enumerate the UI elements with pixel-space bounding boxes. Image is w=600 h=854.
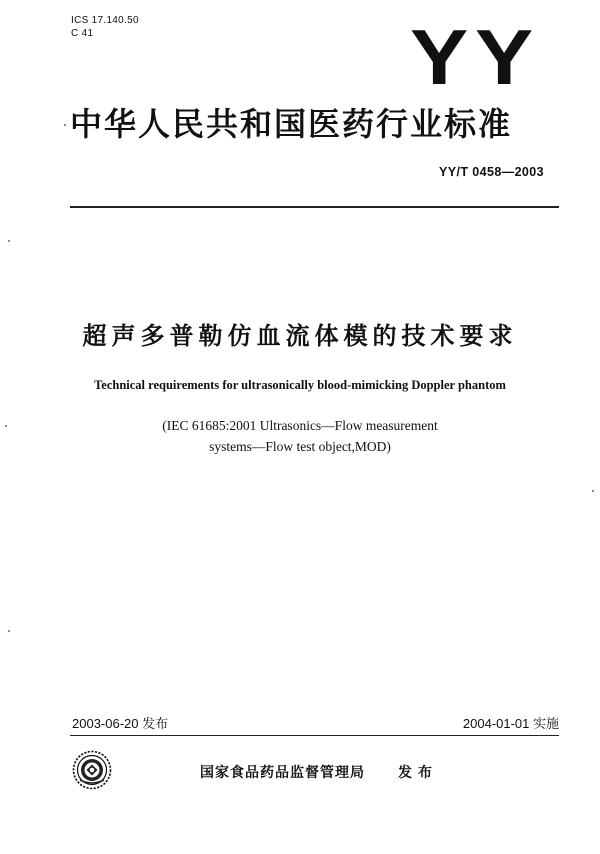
scan-speck [64,124,66,126]
yy-logo: YY [410,13,540,101]
header-divider [70,206,559,208]
ccs-code: C 41 [71,28,94,39]
english-title: Technical requirements for ultrasonically blood-mimicking Doppler phantom [94,378,506,392]
iec-reference-line-1: (IEC 61685:2001 Ultrasonics—Flow measurement [162,418,438,433]
standard-title: 中华人民共和国医药行业标准 [70,105,513,143]
seal-emblem-icon [72,750,112,790]
chinese-title: 超声多普勒仿血流体模的技术要求 [82,322,518,350]
scan-speck [5,425,7,427]
scan-speck [8,240,10,242]
scan-speck [8,630,10,632]
implement-date: 2004-01-01 实施 [462,716,559,731]
scan-speck [592,490,594,492]
standard-number: YY/T 0458—2003 [439,165,544,179]
footer-divider [70,735,559,736]
issuer-name: 国家食品药品监督管理局 [200,765,365,781]
issue-date: 2003-06-20 发布 [72,716,169,731]
ics-code: ICS 17.140.50 [71,15,139,26]
iec-reference-line-2: systems—Flow test object,MOD) [209,439,391,454]
issue-label: 发布 [398,765,438,781]
